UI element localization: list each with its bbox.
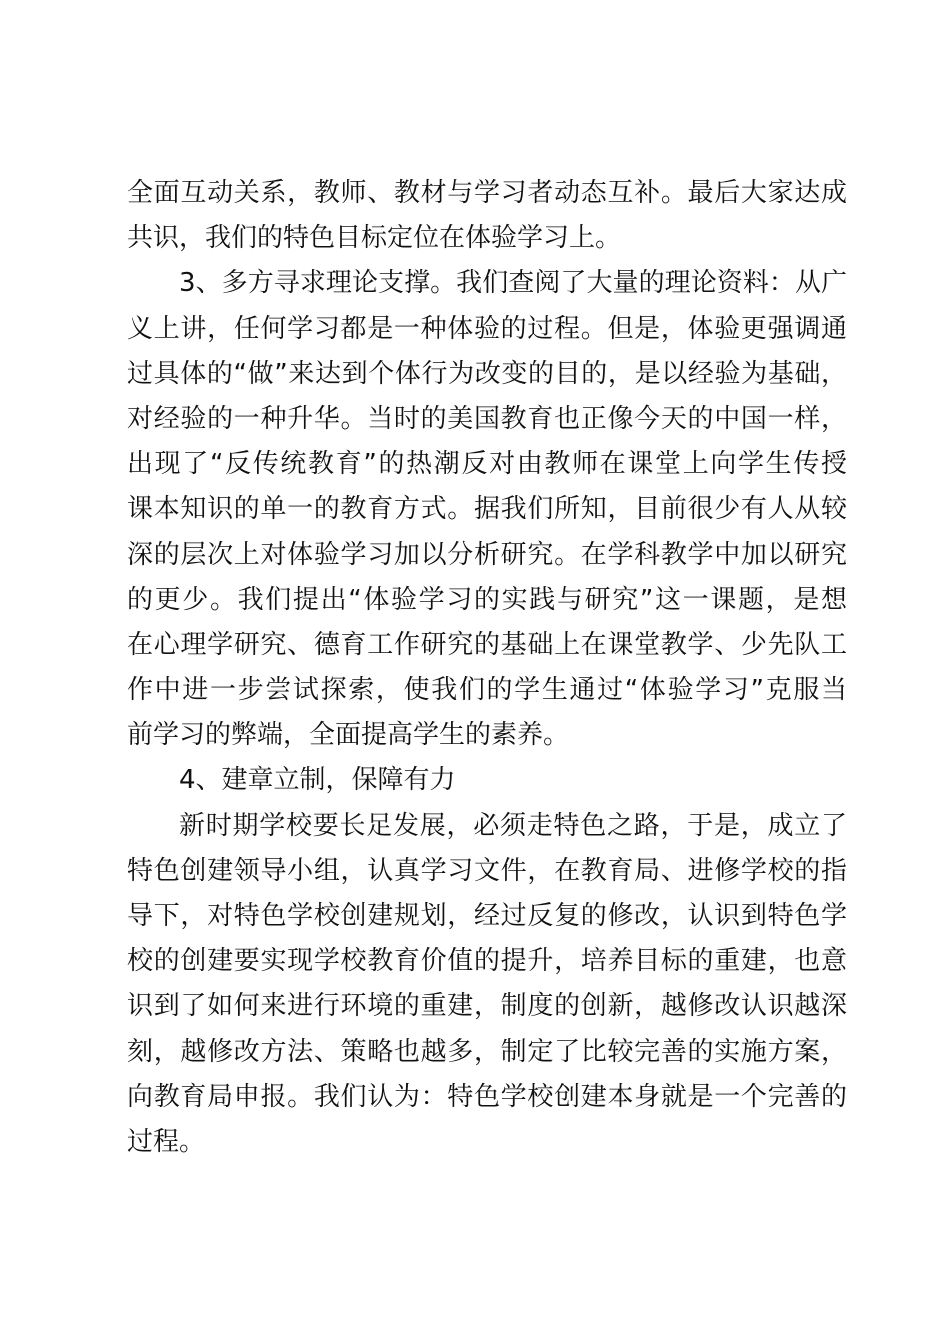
text-line: 对经验的一种升华。当时的美国教育也正像今天的中国一样， bbox=[127, 403, 847, 434]
document-body bbox=[127, 171, 847, 1165]
text-line: 前学习的弊端，全面提高学生的素养。 bbox=[127, 720, 570, 751]
text-line: 校的创建要实现学校教育价值的提升，培养目标的重建，也意 bbox=[127, 946, 847, 977]
text-line: 共识，我们的特色目标定位在体验学习上。 bbox=[127, 223, 622, 254]
text-line: 在心理学研究、德育工作研究的基础上在课堂教学、少先队工 bbox=[127, 629, 847, 660]
text-line: 义上讲，任何学习都是一种体验的过程。但是，体验更强调通 bbox=[127, 313, 847, 344]
text-line: 新时期学校要长足发展，必须走特色之路，于是，成立了 bbox=[179, 810, 847, 841]
text-line: 过程。 bbox=[127, 1126, 206, 1157]
text-line: 特色创建领导小组，认真学习文件，在教育局、进修学校的指 bbox=[127, 855, 847, 886]
text-line: 识到了如何来进行环境的重建，制度的创新，越修改认识越深 bbox=[127, 991, 847, 1022]
text-line: 出现了“反传统教育”的热潮反对由教师在课堂上向学生传授 bbox=[127, 449, 847, 480]
text-line: 深的层次上对体验学习加以分析研究。在学科教学中加以研究 bbox=[127, 539, 847, 570]
text-line: 全面互动关系，教师、教材与学习者动态互补。最后大家达成 bbox=[127, 178, 847, 208]
text-line: 导下，对特色学校创建规划，经过反复的修改，认识到特色学 bbox=[127, 901, 847, 931]
text-line: 向教育局申报。我们认为：特色学校创建本身就是一个完善的 bbox=[127, 1081, 847, 1112]
text-line: 作中进一步尝试探索，使我们的学生通过“体验学习”克服当 bbox=[127, 675, 847, 706]
text-line: 的更少。我们提出“体验学习的实践与研究”这一课题，是想 bbox=[127, 584, 847, 615]
text-line: 4、建章立制，保障有力 bbox=[179, 765, 456, 796]
text-line: 3、多方寻求理论支撑。我们查阅了大量的理论资料：从广 bbox=[179, 268, 847, 299]
text-line: 课本知识的单一的教育方式。据我们所知，目前很少有人从较 bbox=[127, 494, 847, 525]
text-line: 过具体的“做”来达到个体行为改变的目的，是以经验为基础， bbox=[127, 358, 847, 389]
text-line: 刻，越修改方法、策略也越多，制定了比较完善的实施方案， bbox=[127, 1036, 847, 1067]
